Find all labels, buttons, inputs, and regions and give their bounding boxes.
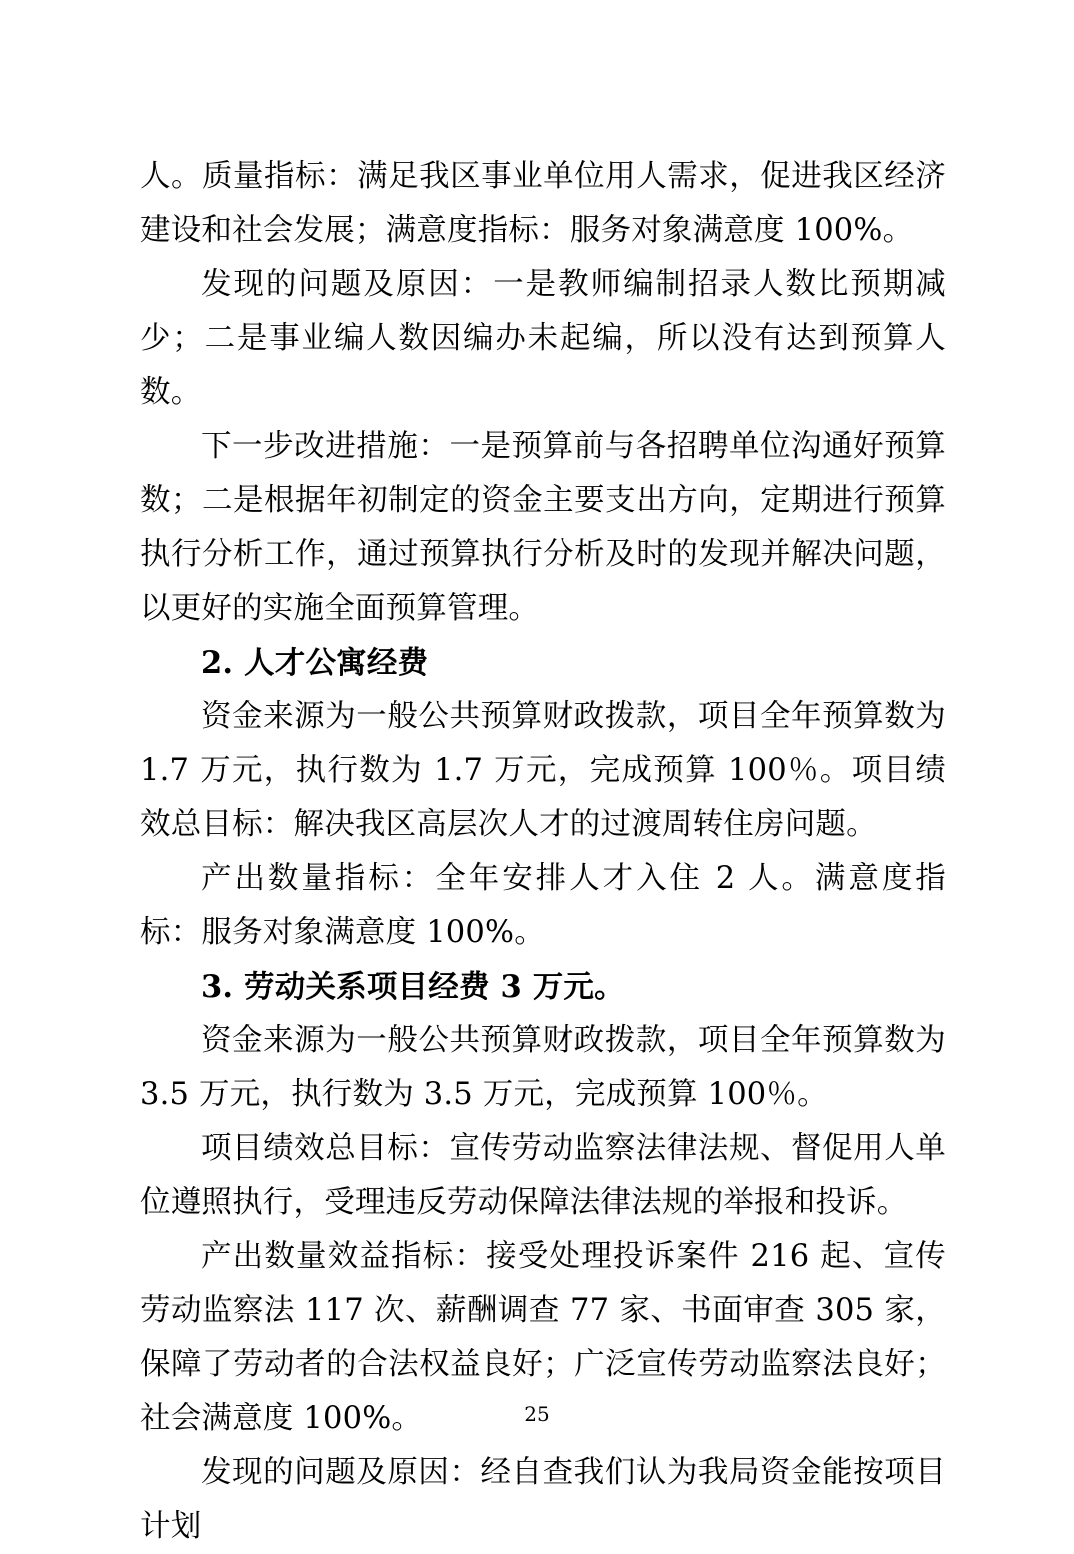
section-heading-3: 3. 劳动关系项目经费 3 万元。 <box>201 969 625 1005</box>
paragraph: 发现的问题及原因：一是教师编制招录人数比预期减少；二是事业编人数因编办未起编，所以没有达到预算人数。 <box>140 267 946 410</box>
page-number: 25 <box>524 1402 550 1426</box>
paragraph: 资金来源为一般公共预算财政拨款，项目全年预算数为 3.5 万元，执行数为 3.5 万元，完成预算 100％。 <box>140 1023 946 1112</box>
document-body <box>140 150 946 1554</box>
paragraph: 产出数量效益指标：接受处理投诉案件 216 起、宣传劳动监察法 117 次、薪酬调查 77 家、书面审查 305 家，保障了劳动者的合法权益良好；广泛宣传劳动监察法良好；社会满意度 100%。 <box>140 1239 946 1436</box>
paragraph: 资金来源为一般公共预算财政拨款，项目全年预算数为 1.7 万元，执行数为 1.7 万元，完成预算 100％。项目绩效总目标：解决我区高层次人才的过渡周转住房问题。 <box>140 699 946 842</box>
paragraph: 发现的问题及原因：经自查我们认为我局资金能按项目计划 <box>140 1455 946 1544</box>
paragraph: 下一步改进措施：一是预算前与各招聘单位沟通好预算数；二是根据年初制定的资金主要支出方向，定期进行预算执行分析工作，通过预算执行分析及时的发现并解决问题，以更好的实施全面预算管理。 <box>140 429 946 626</box>
section-heading-2: 2. 人才公寓经费 <box>201 645 429 681</box>
paragraph: 产出数量指标：全年安排人才入住 2 人。满意度指标：服务对象满意度 100%。 <box>140 861 947 950</box>
paragraph: 项目绩效总目标：宣传劳动监察法律法规、督促用人单位遵照执行，受理违反劳动保障法律法规的举报和投诉。 <box>140 1131 946 1220</box>
paragraph: 人。质量指标：满足我区事业单位用人需求，促进我区经济建设和社会发展；满意度指标：服务对象满意度 100%。 <box>140 159 946 248</box>
